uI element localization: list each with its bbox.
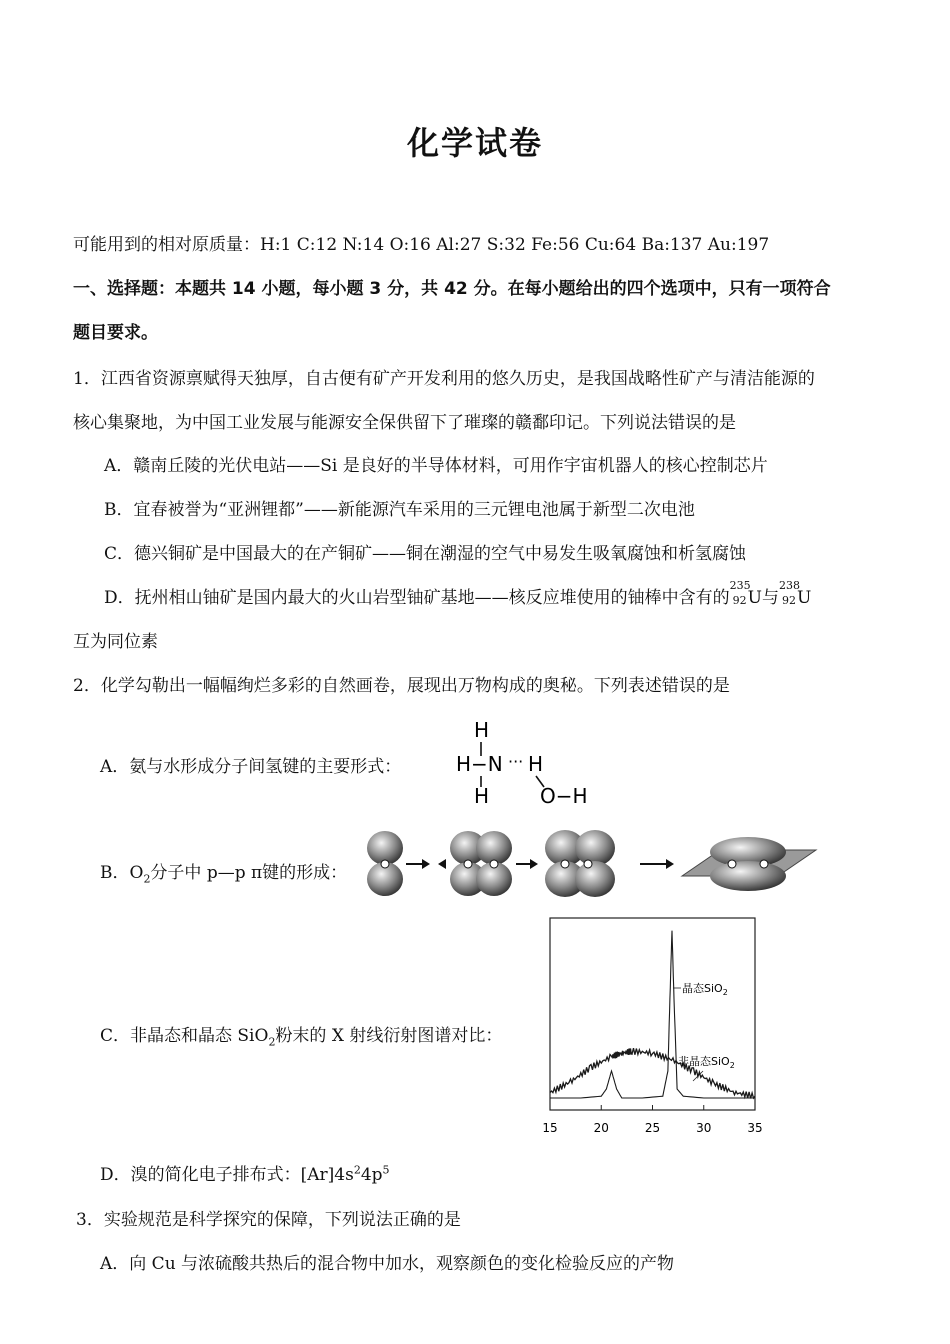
q2-option-b: B．$O_2$分子中 p—p π键的形成： bbox=[100, 863, 348, 886]
xrd-chart bbox=[535, 915, 765, 1140]
q3-option-a: A．向 Cu 与浓硫酸共热后的混合物中加水，观察颜色的变化检验反应的产物 bbox=[100, 1254, 675, 1274]
page-title: 化学试卷 bbox=[406, 124, 543, 162]
q1-option-d-text: D．抚州相山铀矿是国内最大的火山岩型铀矿基地——核反应堆使用的铀棒中含有的 bbox=[104, 588, 730, 608]
label-crystal-sio2: 晶态SiO$_2$ bbox=[682, 982, 728, 997]
q3-stem: 3．实验规范是科学探究的保障，下列说法正确的是 bbox=[76, 1210, 461, 1230]
chart-frame bbox=[550, 918, 755, 1110]
struct-h-right: H bbox=[528, 752, 544, 776]
x-tick-label-20: 20 bbox=[593, 1121, 609, 1135]
hydrogen-bond-structure bbox=[450, 715, 610, 805]
section-heading-line1: 一、选择题：本题共 14 小题，每小题 3 分，共 42 分。在每小题给出的四个选项中，只有一项符合 bbox=[73, 279, 831, 299]
atomic-mass-line: 可能用到的相对原质量：H:1 C:12 N:14 O:16 Al:27 S:32 Fe:56 Cu:64 Ba:137 Au:197 bbox=[73, 235, 770, 255]
struct-hbond: ··· bbox=[508, 752, 524, 771]
x-tick-label-30: 30 bbox=[696, 1121, 712, 1135]
struct-h-n: H−N bbox=[456, 752, 503, 776]
isotope-u238: 238 92 bbox=[778, 579, 800, 607]
x-tick-label-15: 15 bbox=[542, 1121, 558, 1135]
x-tick-label-35: 35 bbox=[747, 1121, 763, 1135]
q2-option-c: C．非晶态和晶态 SiO$_2$粉末的 X 射线衍射图谱对比： bbox=[100, 1026, 503, 1049]
p-orbital-overlap bbox=[545, 830, 615, 897]
q1-option-c: C．德兴铜矿是中国最大的在产铜矿——铜在潮湿的空气中易发生吸氧腐蚀和析氢腐蚀 bbox=[104, 544, 747, 564]
q1-stem-line2: 核心集聚地，为中国工业发展与能源安全保供留下了璀璨的赣鄱印记。下列说法错误的是 bbox=[73, 413, 736, 433]
section-heading-line2: 题目要求。 bbox=[73, 323, 158, 343]
p-orbital-1 bbox=[367, 831, 403, 896]
isotope-u235: 235 92 bbox=[729, 579, 751, 607]
struct-h-top: H bbox=[474, 718, 490, 742]
q2-option-a: A．氨与水形成分子间氢键的主要形式： bbox=[100, 757, 402, 777]
q2-stem: 2．化学勾勒出一幅幅绚烂多彩的自然画卷，展现出万物构成的奥秘。下列表述错误的是 bbox=[73, 676, 730, 696]
x-tick-label-25: 25 bbox=[644, 1121, 661, 1135]
pi-bond-result bbox=[682, 837, 816, 891]
label-amorphous-sio2: 非晶态SiO$_2$ bbox=[678, 1055, 735, 1070]
q1-option-d-line2: 互为同位素 bbox=[73, 632, 158, 652]
q1-option-b: B．宜春被誉为“亚洲锂都”——新能源汽车采用的三元锂电池属于新型二次电池 bbox=[104, 500, 695, 520]
q1-stem-line1: 1．江西省资源禀赋得天独厚，自古便有矿产开发利用的悠久历史，是我国战略性矿产与清洁能源的 bbox=[73, 369, 815, 389]
struct-h-bottom: H bbox=[474, 784, 490, 805]
pi-bond-orbitals-diagram bbox=[360, 828, 820, 900]
struct-o-h: O−H bbox=[540, 784, 588, 805]
p-orbital-2 bbox=[450, 831, 512, 896]
q1-option-d: D．抚州相山铀矿是国内最大的火山岩型铀矿基地——核反应堆使用的铀棒中含有的 235 92 U与 238 92 U bbox=[104, 579, 812, 608]
q1-option-a: A．赣南丘陵的光伏电站——Si 是良好的半导体材料，可用作宇宙机器人的核心控制芯片 bbox=[104, 456, 768, 476]
q2-option-d: D．溴的简化电子排布式：$[Ar]4s^24p^5$ bbox=[100, 1163, 390, 1185]
